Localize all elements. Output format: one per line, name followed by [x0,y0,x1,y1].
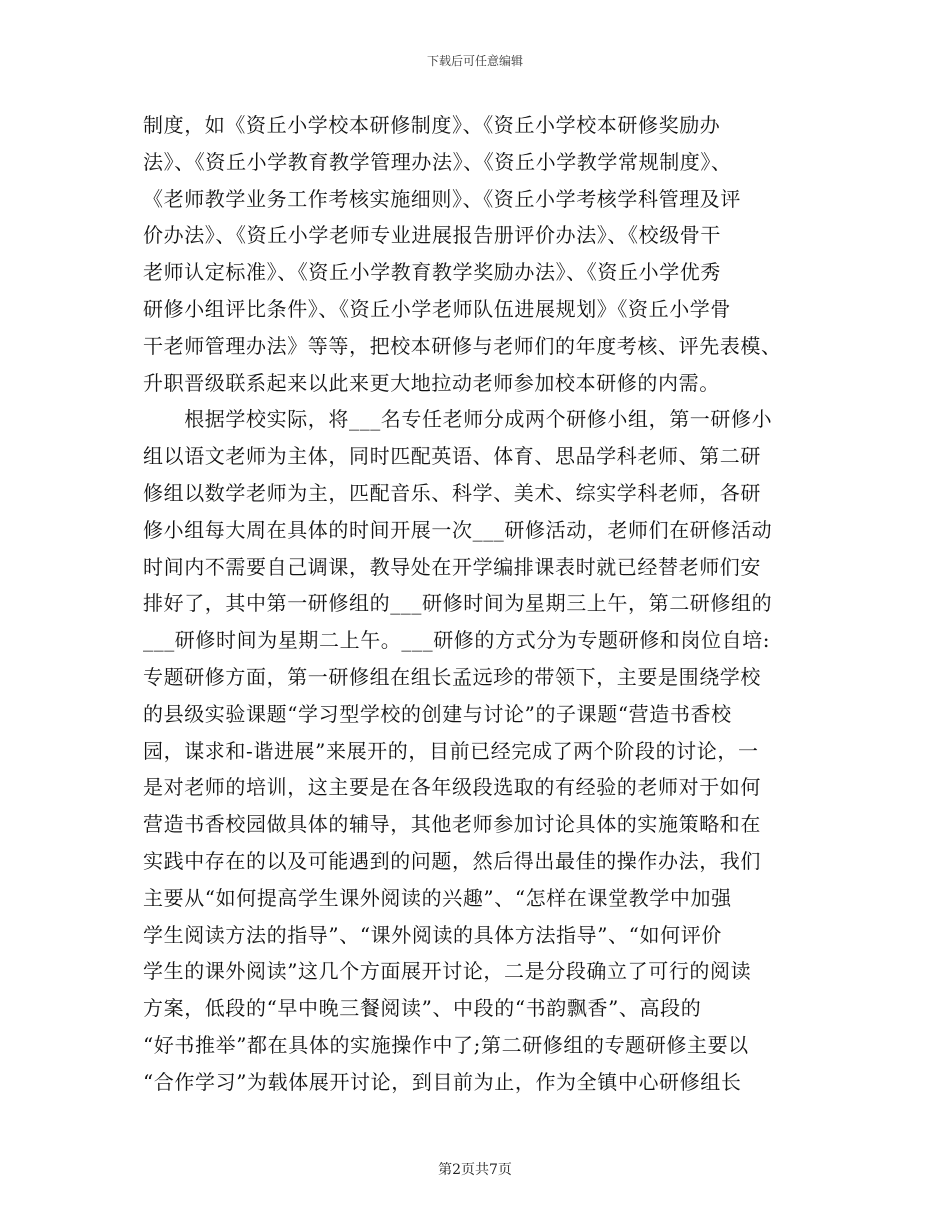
text-line: 主要从“如何提高学生课外阅读的兴趣”、“怎样在课堂教学中加强 [143,885,732,910]
document-body [143,107,808,1101]
text-line: 研修小组评比条件》、《资丘小学老师队伍进展规划》《资丘小学骨 [143,296,731,321]
text-line: 法》、《资丘小学教育教学管理办法》、《资丘小学教学常规制度》、 [143,149,732,174]
text-line: 价办法》、《资丘小学老师专业进展报告册评价办法》、《校级骨干 [143,223,721,248]
text-line: “合作学习”为载体展开讨论，到目前为止，作为全镇中心研修组长 [143,1069,742,1094]
text-line: 学生的课外阅读”这几个方面展开讨论，二是分段确立了可行的阅读 [143,959,752,984]
text-line: 《老师教学业务工作考核实施细则》、《资丘小学考核学科管理及评 [143,186,741,211]
page-number: 第2页共7页 [438,1162,512,1178]
text-line: 修组以数学老师为主，匹配音乐、科学、美术、综实学科老师，各研 [143,480,761,505]
text-line: 时间内不需要自己调课，教导处在开学编排课表时就已经替老师们安 [143,554,761,579]
text-line: 园，谋求和-谐进展”来展开的，目前已经完成了两个阶段的讨论，一 [143,738,759,763]
text-line: 专题研修方面，第一研修组在组长孟远珍的带领下，主要是围绕学校 [143,664,761,689]
text-line: 方案，低段的“早中晚三餐阅读”、中段的“书韵飘香”、高段的 [143,996,702,1021]
text-line: 干老师管理办法》等等，把校本研修与老师们的年度考核、评先表模、 [143,333,782,358]
text-line: 根据学校实际，将___名专任老师分成两个研修小组，第一研修小 [143,407,773,432]
text-line: 制度，如《资丘小学校本研修制度》、《资丘小学校本研修奖励办 [143,113,721,137]
text-line: 营造书香校园做具体的辅导，其他老师参加讨论具体的实施策略和在 [143,812,761,837]
page-header-note: 下载后可任意编辑 [426,54,523,68]
text-line: “好书推举”都在具体的实施操作中了;第二研修组的专题研修主要以 [143,1032,749,1057]
text-line: 实践中存在的以及可能遇到的问题，然后得出最佳的操作办法，我们 [143,848,761,873]
text-line: 学生阅读方法的指导”、“课外阅读的具体方法指导”、“如何评价 [143,922,722,947]
text-line: 是对老师的培训，这主要是在各年级段选取的有经验的老师对于如何 [143,775,761,800]
text-line: 排好了，其中第一研修组的___研修时间为星期三上午，第二研修组的 [143,591,773,616]
text-line: 组以语文老师为主体，同时匹配英语、体育、思品学科老师、第二研 [143,444,761,469]
text-line: ___研修时间为星期二上午。___研修的方式分为专题研修和岗位自培: [143,628,771,653]
text-line: 的县级实验课题“学习型学校的创建与讨论”的子课题“营造书香校 [143,701,732,726]
text-line: 修小组每大周在具体的时间开展一次___研修活动，老师们在研修活动 [143,517,773,542]
text-line: 升职晋级联系起来以此来更大地拉动老师参加校本研修的内需。 [143,370,720,395]
text-line: 老师认定标准》、《资丘小学教育教学奖励办法》、《资丘小学优秀 [143,260,721,285]
